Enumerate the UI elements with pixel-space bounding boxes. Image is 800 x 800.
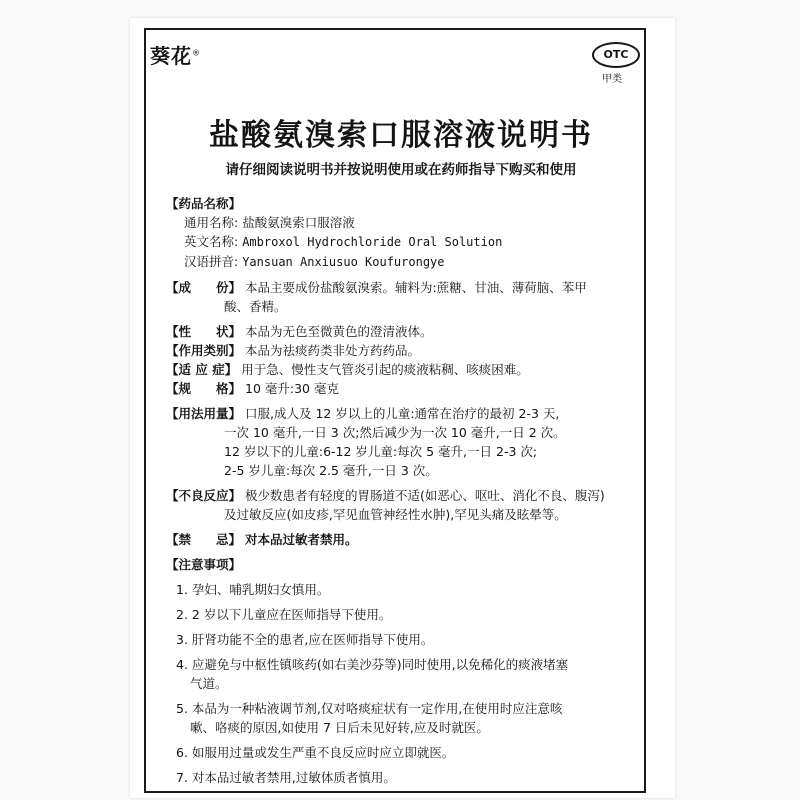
page-title: 盐酸氨溴索口服溶液说明书 (209, 118, 593, 153)
pinyin-name-value: Yansuan Anxiusuo Koufurongye (242, 255, 445, 269)
page-subtitle: 请仔细阅读说明书并按说明使用或在药师指导下购买和使用 (225, 162, 577, 178)
contra-label: 【禁 忌】 (166, 532, 242, 547)
precaution-item-6: 6. 如服用过量或发生严重不良反应时应立即就医。 (176, 745, 455, 760)
precaution-item-4-cont: 气道。 (190, 676, 228, 691)
spec-value: 10 毫升:30 毫克 (245, 381, 339, 396)
generic-name-label: 通用名称: (184, 215, 239, 230)
pinyin-name-label: 汉语拼音: (184, 254, 239, 269)
generic-name-row (166, 213, 636, 232)
properties-value: 本品为无色至微黄色的澄清液体。 (245, 324, 433, 339)
adverse-label: 【不良反应】 (166, 488, 242, 503)
category-label: 【作用类别】 (166, 343, 242, 358)
brand-logo (150, 40, 201, 69)
precaution-item-4: 4. 应避免与中枢性镇咳药(如右美沙芬等)同时使用,以免稀化的痰液堵塞 (176, 657, 569, 672)
indications-row (166, 360, 636, 379)
english-name-label: 英文名称: (184, 234, 239, 249)
spec-row (166, 379, 636, 398)
generic-name-value: 盐酸氨溴索口服溶液 (242, 215, 355, 230)
properties-label: 【性 状】 (166, 324, 242, 339)
properties-row (166, 322, 636, 341)
contra-value: 对本品过敏者禁用。 (245, 532, 358, 547)
english-name-value: Ambroxol Hydrochloride Oral Solution (242, 235, 503, 249)
drug-name-header: 【药品名称】 (166, 196, 242, 211)
dosage-line-3: 12 岁以下的儿童:6-12 岁儿童:每次 5 毫升,一日 2-3 次; (224, 444, 538, 459)
otc-badge: OTC (592, 42, 640, 68)
dosage-label: 【用法用量】 (166, 406, 242, 421)
pinyin-name-row (166, 252, 636, 272)
precaution-item-2: 2. 2 岁以下儿童应在医师指导下使用。 (176, 607, 392, 622)
dosage-row (166, 404, 636, 423)
precaution-item-7: 7. 对本品过敏者禁用,过敏体质者慎用。 (176, 770, 396, 785)
package-insert-sheet (130, 18, 675, 798)
indications-value: 用于急、慢性支气管炎引起的痰液粘稠、咳痰困难。 (241, 362, 529, 377)
dosage-line-1: 口服,成人及 12 岁以上的儿童:通常在治疗的最初 2-3 天, (245, 406, 560, 421)
english-name-row (166, 232, 636, 252)
composition-row (166, 278, 636, 297)
composition-line-1: 本品主要成份盐酸氨溴索。辅料为:蔗糖、甘油、薄荷脑、苯甲 (245, 280, 587, 295)
composition-line-2: 酸、香精。 (224, 299, 287, 314)
precaution-item-1: 1. 孕妇、哺乳期妇女慎用。 (176, 582, 330, 597)
indications-label: 【适 应 症】 (166, 362, 238, 377)
otc-class: 甲类 (602, 74, 622, 85)
category-row (166, 341, 636, 360)
adverse-row (166, 486, 636, 505)
precautions-header: 【注意事项】 (166, 557, 242, 572)
category-value: 本品为祛痰药类非处方药药品。 (245, 343, 421, 358)
adverse-line-1: 极少数患者有轻度的胃肠道不适(如恶心、呕吐、消化不良、腹泻) (245, 488, 605, 503)
dosage-line-2: 一次 10 毫升,一日 3 次;然后减少为一次 10 毫升,一日 2 次。 (224, 425, 566, 440)
contra-row (166, 530, 636, 549)
dosage-line-4: 2-5 岁儿童:每次 2.5 毫升,一日 3 次。 (224, 463, 438, 478)
precaution-item-5-cont: 嗽、咯痰的原因,如使用 7 日后未见好转,应及时就医。 (190, 720, 489, 735)
spec-label: 【规 格】 (166, 381, 242, 396)
precaution-item-5: 5. 本品为一种粘液调节剂,仅对咯痰症状有一定作用,在使用时应注意咳 (176, 701, 563, 716)
insert-body (166, 193, 636, 787)
brand-name: 葵花 (150, 44, 192, 68)
adverse-line-2: 及过敏反应(如皮疹,罕见血管神经性水肿),罕见头痛及眩晕等。 (224, 507, 567, 522)
composition-label: 【成 份】 (166, 280, 242, 295)
precaution-item-3: 3. 肝肾功能不全的患者,应在医师指导下使用。 (176, 632, 434, 647)
registered-mark: ® (192, 48, 201, 58)
